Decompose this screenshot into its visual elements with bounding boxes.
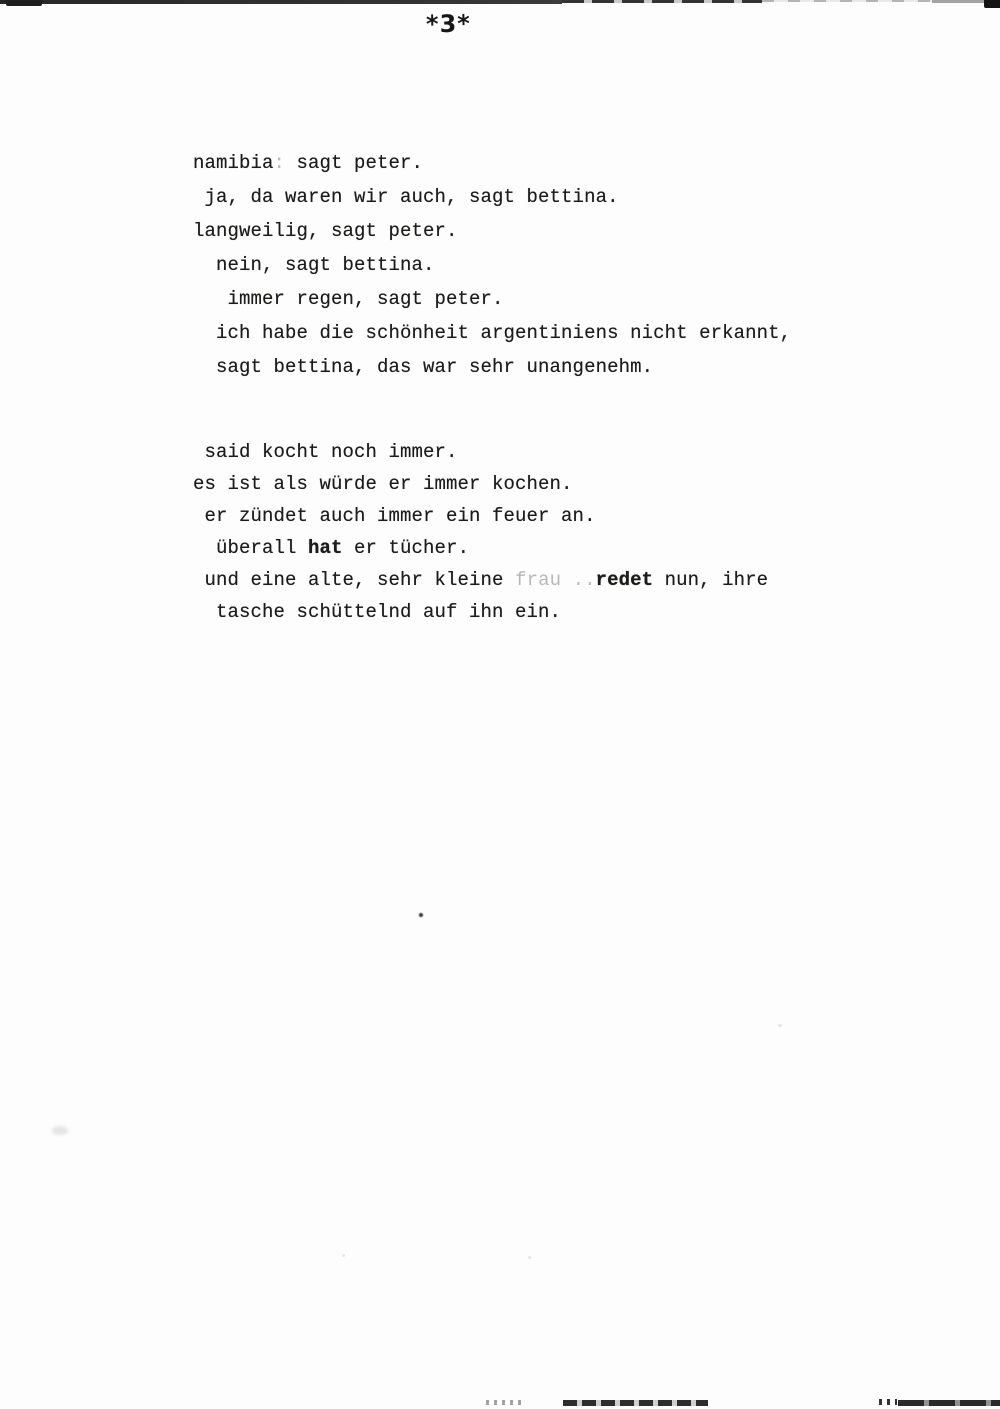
poem-text-segment: nein, sagt bettina. [193, 254, 435, 276]
poem-line [193, 146, 791, 180]
poem-line [193, 282, 791, 316]
scan-artifact-top-faint [762, 0, 932, 2]
poem-text-segment: said kocht noch immer. [193, 441, 458, 463]
poem-text-segment: ich habe die schönheit argentiniens nicht erkannt, [193, 322, 792, 344]
scan-artifact-bottom-faint [486, 1400, 522, 1405]
scan-artifact-top-left-tick [6, 0, 42, 6]
scan-artifact-speck [342, 1254, 345, 1257]
poem-text-segment: ja, da waren wir auch, sagt bettina. [193, 186, 619, 208]
poem-text-segment: langweilig, sagt peter. [193, 220, 458, 242]
poem-text-segment: : [273, 152, 286, 174]
scan-artifact-speck [778, 1024, 782, 1027]
poem-text-segment: er tücher. [342, 537, 470, 559]
scan-artifact-smudge [52, 1126, 68, 1135]
poem-line [193, 596, 768, 628]
poem-text-segment: redet [595, 569, 654, 591]
poem-line [193, 532, 768, 564]
poem-text-segment: tasche schüttelnd auf ihn ein. [193, 601, 562, 623]
poem-line [193, 500, 768, 532]
scan-artifact-corner-blob [984, 0, 1000, 8]
poem-line [193, 564, 768, 596]
poem-text-segment: nun, ihre [653, 569, 769, 591]
poem-line [193, 350, 791, 384]
poem-line [193, 316, 791, 350]
poem-text-segment: er zündet auch immer ein feuer an. [193, 505, 596, 527]
poem-stanza-1 [193, 146, 791, 384]
poem-line [193, 214, 791, 248]
poem-line [193, 468, 768, 500]
poem-text-segment: hat [308, 537, 343, 559]
poem-line [193, 180, 791, 214]
poem-text-segment: namibia [193, 152, 274, 174]
poem-text-segment: überall [193, 537, 309, 559]
scan-artifact-bottom-ticks [879, 1399, 897, 1405]
poem-text-segment: frau .. [515, 569, 596, 591]
poem-text-segment: es ist als würde er immer kochen. [193, 473, 573, 495]
poem-text-segment: sagt bettina, das war sehr unangenehm. [193, 356, 654, 378]
scan-artifact-bottom-band [563, 1400, 708, 1406]
scan-artifact-top-dashes [562, 0, 762, 3]
poem-text-segment: und eine alte, sehr kleine [193, 569, 516, 591]
scan-artifact-top-band [0, 0, 562, 4]
scan-artifact-ink-speck [418, 912, 424, 918]
poem-line [193, 436, 768, 468]
poem-text-segment: immer regen, sagt peter. [193, 288, 504, 310]
scan-artifact-bottom-right [898, 1400, 1000, 1406]
poem-text-segment: sagt peter. [285, 152, 424, 174]
page-number: *3* [425, 9, 472, 39]
scan-artifact-speck [528, 1256, 531, 1259]
poem-line [193, 248, 791, 282]
poem-stanza-2 [193, 436, 768, 628]
